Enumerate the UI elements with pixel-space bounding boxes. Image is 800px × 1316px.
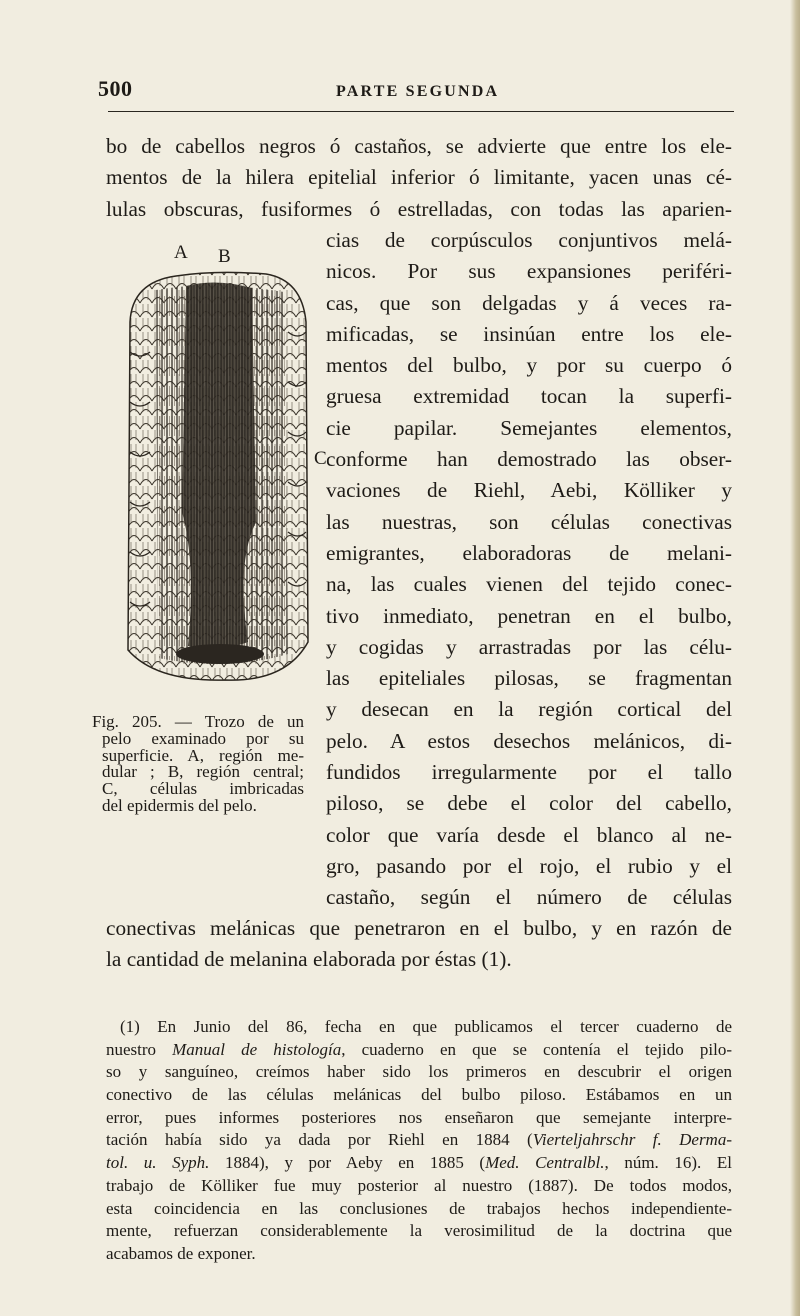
- text-line: nicos. Por sus expansiones periféri-: [326, 259, 732, 284]
- text-line: lulas obscuras, fusiformes ó estrelladas, con todas las aparien-: [106, 196, 732, 221]
- footnote-line: so y sanguíneo, creímos haber sido los primeros en descubrir el origen: [106, 1062, 732, 1082]
- figure-label-a: A: [174, 242, 188, 263]
- body-paragraph-top: [106, 131, 732, 225]
- hair-illustration: [116, 242, 327, 692]
- text-line: mentos de la hilera epitelial inferior ó limitante, yacen unas cé-: [106, 165, 732, 190]
- header-rule: [108, 111, 734, 112]
- text-line: na, las cuales vienen del tejido conec-: [326, 572, 732, 597]
- text-line: tivo inmediato, penetran en el bulbo,: [326, 603, 732, 628]
- page-edge-shadow: [790, 0, 800, 1316]
- text-line: fundidos irregularmente por el tallo: [326, 760, 732, 785]
- text-line: color que varía desde el blanco al ne-: [326, 822, 732, 847]
- text-line: las nuestras, son células conectivas: [326, 509, 732, 534]
- footnote: [106, 1016, 732, 1266]
- text-line: mificadas, se insinúan entre los ele-: [326, 321, 732, 346]
- page-number: 500: [98, 76, 133, 101]
- text-line: vaciones de Riehl, Aebi, Kölliker y: [326, 478, 732, 503]
- text-line: gro, pasando por el rojo, el rubio y el: [326, 853, 732, 878]
- caption-line: Fig. 205. — Trozo de un: [92, 712, 304, 731]
- footnote-line: conectivo de las células melánicas del bulbo piloso. Estábamos en un: [106, 1085, 732, 1105]
- text-line: cias de corpúsculos conjuntivos melá-: [326, 228, 732, 252]
- caption-line: del epidermis del pelo.: [102, 795, 257, 815]
- running-head: PARTE SEGUNDA: [336, 83, 500, 100]
- footnote-line: (1) En Junio del 86, fecha en que publicamos el tercer cuaderno de: [120, 1017, 732, 1036]
- text-line: pelo. A estos desechos melánicos, di-: [326, 728, 732, 753]
- figure-label-b: B: [218, 246, 231, 267]
- hair-engraving-icon: [116, 262, 320, 692]
- caption-line: dular ; B, región central;: [102, 762, 304, 782]
- footnote-line: acabamos de exponer.: [106, 1243, 256, 1263]
- text-line: y cogidas y arrastradas por las célu-: [326, 634, 732, 659]
- text-line: la cantidad de melanina elaborada por éstas (1).: [106, 947, 512, 972]
- body-paragraph-wrap: [326, 225, 732, 914]
- text-line: piloso, se debe el color del cabello,: [326, 791, 732, 816]
- footnote-line: nuestro Manual de histología, cuaderno en que se contenía el tejido pilo-: [106, 1039, 732, 1059]
- text-line: bo de cabellos negros ó castaños, se advierte que entre los ele-: [106, 134, 732, 158]
- caption-line: pelo examinado por su: [102, 728, 304, 748]
- text-line: y desecan en la región cortical del: [326, 697, 732, 722]
- text-line: mentos del bulbo, y por su cuerpo ó: [326, 353, 732, 378]
- caption-line: C, células imbricadas: [102, 779, 304, 799]
- footnote-line: mente, refuerzan considerablemente la verosimilitud de la doctrina que: [106, 1221, 732, 1241]
- footnote-line: error, pues informes posteriores nos enseñaron que semejante interpre-: [106, 1107, 732, 1127]
- footnote-line: tación había sido ya dada por Riehl en 1884 (Vierteljahrschr f. Derma-: [106, 1130, 733, 1150]
- caption-line: superficie. A, región me-: [102, 745, 304, 765]
- footnote-line: trabajo de Kölliker fue muy posterior al nuestro (1887). De todos modos,: [106, 1175, 732, 1195]
- figure-caption: [92, 714, 304, 815]
- text-line: castaño, según el número de células: [326, 885, 732, 910]
- text-line: conforme han demostrado las obser-: [326, 447, 732, 472]
- text-line: cie papilar. Semejantes elementos,: [326, 415, 732, 440]
- text-line: conectivas melánicas que penetraron en el bulbo, y en razón de: [106, 916, 732, 940]
- figure-label-c: C: [314, 448, 327, 469]
- text-line: gruesa extremidad tocan la superfi-: [326, 384, 732, 409]
- text-line: las epiteliales pilosas, se fragmentan: [326, 666, 732, 691]
- text-line: emigrantes, elaboradoras de melani-: [326, 540, 732, 565]
- text-line: cas, que son delgadas y á veces ra-: [326, 290, 732, 315]
- body-paragraph-bottom: [106, 913, 732, 976]
- footnote-line: esta coincidencia en las conclusiones de trabajos hechos independiente-: [106, 1198, 732, 1218]
- footnote-line: tol. u. Syph. 1884), y por Aeby en 1885 (Med. Centralbl., núm. 16). El: [106, 1153, 732, 1173]
